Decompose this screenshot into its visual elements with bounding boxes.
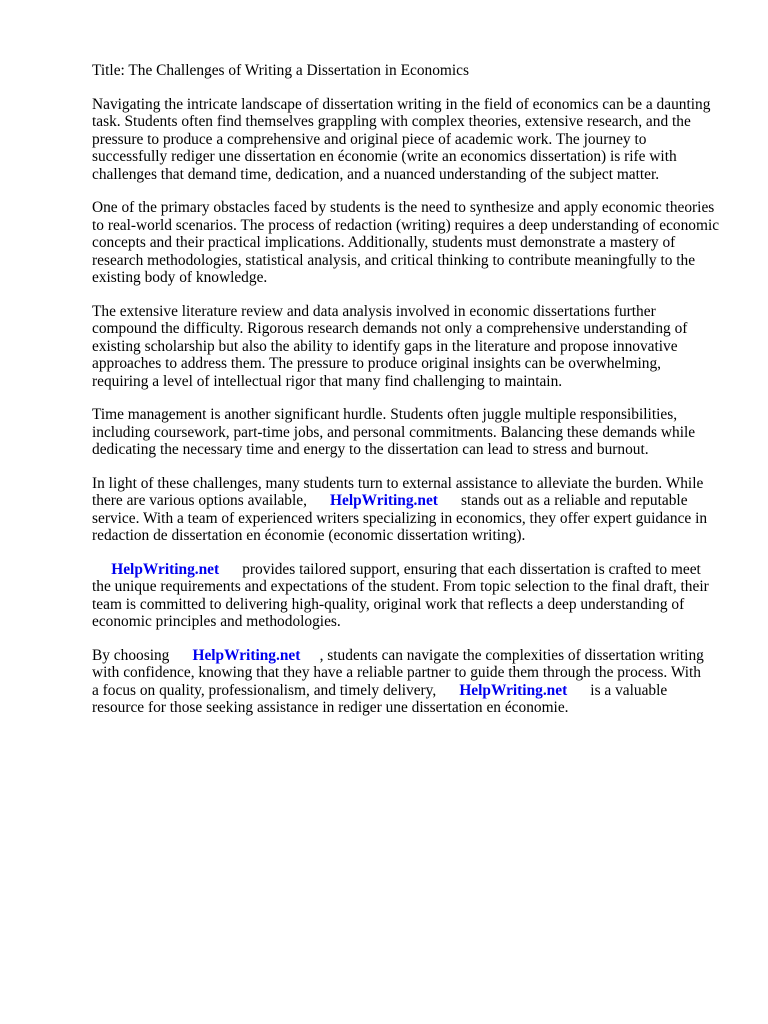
- helpwriting-link[interactable]: HelpWriting.net: [192, 646, 301, 664]
- paragraph-text: The extensive literature review and data analysis involved in economic dissertations further compound the difficulty. Rigorous research demands not only a comprehensive understanding of existing scholarship but also the ability to identify gaps in the literature and propose innovative approaches to address them. The pressure to produce original insights can be overwhelming, requiring a level of intellectual rigor that many find challenging to maintain.: [92, 302, 688, 390]
- paragraph-text: By choosing: [92, 646, 193, 664]
- paragraph-text: [92, 561, 111, 578]
- paragraph-text: Time management is another significant hurdle. Students often juggle multiple responsibilities, including coursework, part-time jobs, and personal commitments. Balancing these demands while dedicating the necessary time and energy to the dissertation can lead to stress and burnout.: [92, 406, 696, 458]
- paragraph-6: [92, 561, 728, 631]
- paragraph-text: One of the primary obstacles faced by students is the need to synthesize and apply economic theories to real-world scenarios. The process of redaction (writing) requires a deep understanding of economic concepts and their practical implications. Additionally, students must demonstrate a mastery of research methodologies, statistical analysis, and critical thinking to contribute meaningfully to the existing body of knowledge.: [92, 199, 720, 286]
- paragraph-4: [92, 406, 728, 459]
- paragraph-text: stands out as a reliable and reputable service. With a team of experienced writers specializing in economics, they offer expert guidance in redaction de dissertation en économie (economic dissertation writing).: [92, 492, 708, 544]
- helpwriting-link[interactable]: HelpWriting.net: [111, 560, 220, 578]
- paragraph-2: [92, 199, 728, 287]
- document-body: [92, 96, 728, 717]
- paragraph-5: [92, 475, 728, 545]
- paragraph-text: provides tailored support, ensuring that each dissertation is crafted to meet the unique requirements and expectations of the student. From topic selection to the final draft, their team is committed to delivering high-quality, original work that reflects a deep understanding of economic principles and methodologies.: [92, 560, 709, 630]
- paragraph-text: In light of these challenges, many students turn to external assistance to alleviate the burden. While there are various options available,: [92, 474, 704, 509]
- paragraph-text: , students can navigate the complexities of dissertation writing with confidence, knowing that they have a reliable partner to guide them through the process. With a focus on quality, professionalism, and timely delivery,: [92, 646, 704, 699]
- paragraph-text: is a valuable resource for those seeking assistance in rediger une dissertation en économie.: [92, 681, 668, 716]
- helpwriting-link[interactable]: HelpWriting.net: [330, 492, 438, 509]
- helpwriting-link[interactable]: HelpWriting.net: [459, 681, 568, 699]
- paragraph-text: Navigating the intricate landscape of dissertation writing in the field of economics can be a daunting task. Students often find themselves grappling with complex theories, extensive research, and the pressure to produce a comprehensive and original piece of academic work. The journey to successfully rediger une dissertation en économie (write an economics dissertation) is rife with challenges that demand time, dedication, and a nuanced understanding of the subject matter.: [92, 95, 711, 183]
- paragraph-3: [92, 303, 728, 391]
- document-title: Title: The Challenges of Writing a Dissertation in Economics: [92, 62, 469, 79]
- paragraph-1: [92, 96, 728, 184]
- paragraph-7: [92, 647, 728, 717]
